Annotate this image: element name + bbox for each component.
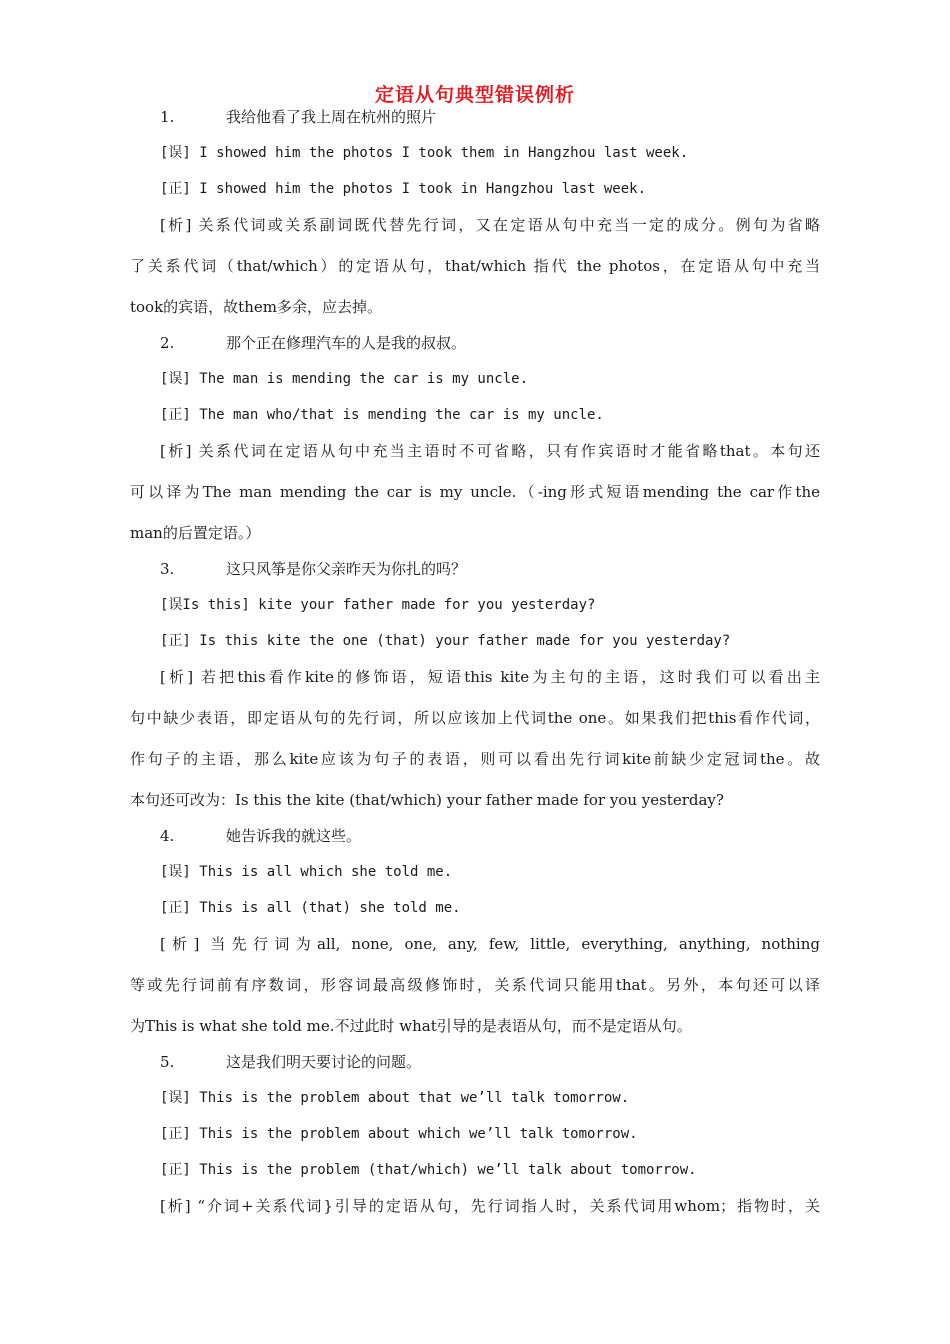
item-number: 1. <box>160 108 175 126</box>
analysis-4-line-2: 等或先行词前有序数词，形容词最高级修饰时，关系代词只能用that。另外，本句还可以译 <box>130 976 820 994</box>
analysis-4-line-3: 为This is what she told me.不过此时 what引导的是表语从句，而不是定语从句。 <box>130 1017 692 1035</box>
analysis-2-line-2: 可以译为The man mending the car is my uncle.（-ing形式短语mending the car作the <box>130 483 820 501</box>
analysis-1-line-2: 了关系代词（that/which）的定语从句，that/which 指代 the photos，在定语从句中充当 <box>130 257 820 275</box>
analysis-3-line-4: 本句还可改为：Is this the kite (that/which) your father made for you yesterday? <box>130 791 724 809</box>
question-4 <box>160 825 361 847</box>
item-number: 3. <box>160 560 175 578</box>
question-text: 她告诉我的就这些。 <box>226 827 362 845</box>
question-text: 这是我们明天要讨论的问题。 <box>226 1053 422 1071</box>
question-3 <box>160 558 466 580</box>
analysis-3-line-3: 作句子的主语，那么kite应该为句子的表语，则可以看出先行词kite前缺少定冠词the。故 <box>130 750 820 768</box>
wrong-sentence-4: [误] This is all which she told me. <box>160 864 453 880</box>
item-number: 5. <box>160 1053 175 1071</box>
wrong-sentence-3: [误Is this] kite your father made for you yesterday? <box>160 597 596 613</box>
analysis-2-line-3: man的后置定语。） <box>130 524 261 542</box>
correct-sentence-1: [正] I showed him the photos I took in Hangzhou last week. <box>160 181 647 197</box>
question-text: 这只风筝是你父亲昨天为你扎的吗？ <box>226 560 467 578</box>
analysis-5-line-1: [析] “介词+关系代词}引导的定语从句，先行词指人时，关系代词用whom；指物时，关 <box>160 1197 820 1215</box>
analysis-1-line-1: [析] 关系代词或关系副词既代替先行词，又在定语从句中充当一定的成分。例句为省略 <box>160 216 820 234</box>
question-5 <box>160 1051 421 1073</box>
page-title: 定语从句典型错误例析 <box>374 84 575 106</box>
analysis-3-line-1: [析] 若把this看作kite的修饰语，短语this kite为主句的主语，这时我们可以看出主 <box>160 668 820 686</box>
correct-sentence-5b: [正] This is the problem (that/which) we’ll talk about tomorrow. <box>160 1162 697 1178</box>
correct-sentence-3: [正] Is this kite the one (that) your father made for you yesterday? <box>160 633 731 649</box>
correct-sentence-2: [正] The man who/that is mending the car is my uncle. <box>160 407 604 423</box>
analysis-1-line-3: took的宾语，故them多余，应去掉。 <box>130 298 382 316</box>
question-1 <box>160 106 436 128</box>
analysis-4-line-1: [析] 当先行词为all, none, one, any, few, little, everything, anything, nothing <box>160 935 820 953</box>
question-text: 那个正在修理汽车的人是我的叔叔。 <box>226 334 467 352</box>
question-2 <box>160 332 466 354</box>
wrong-sentence-2: [误] The man is mending the car is my uncle. <box>160 371 529 387</box>
correct-sentence-4: [正] This is all (that) she told me. <box>160 900 461 916</box>
item-number: 2. <box>160 334 175 352</box>
wrong-sentence-1: [误] I showed him the photos I took them in Hangzhou last week. <box>160 145 689 161</box>
correct-sentence-5: [正] This is the problem about which we’ll talk tomorrow. <box>160 1126 638 1142</box>
analysis-3-line-2: 句中缺少表语，即定语从句的先行词，所以应该加上代词the one。如果我们把this看作代词， <box>130 709 820 727</box>
item-number: 4. <box>160 827 175 845</box>
wrong-sentence-5: [误] This is the problem about that we’ll talk tomorrow. <box>160 1090 630 1106</box>
question-text: 我给他看了我上周在杭州的照片 <box>226 108 437 126</box>
analysis-2-line-1: [析] 关系代词在定语从句中充当主语时不可省略，只有作宾语时才能省略that。本句还 <box>160 442 820 460</box>
